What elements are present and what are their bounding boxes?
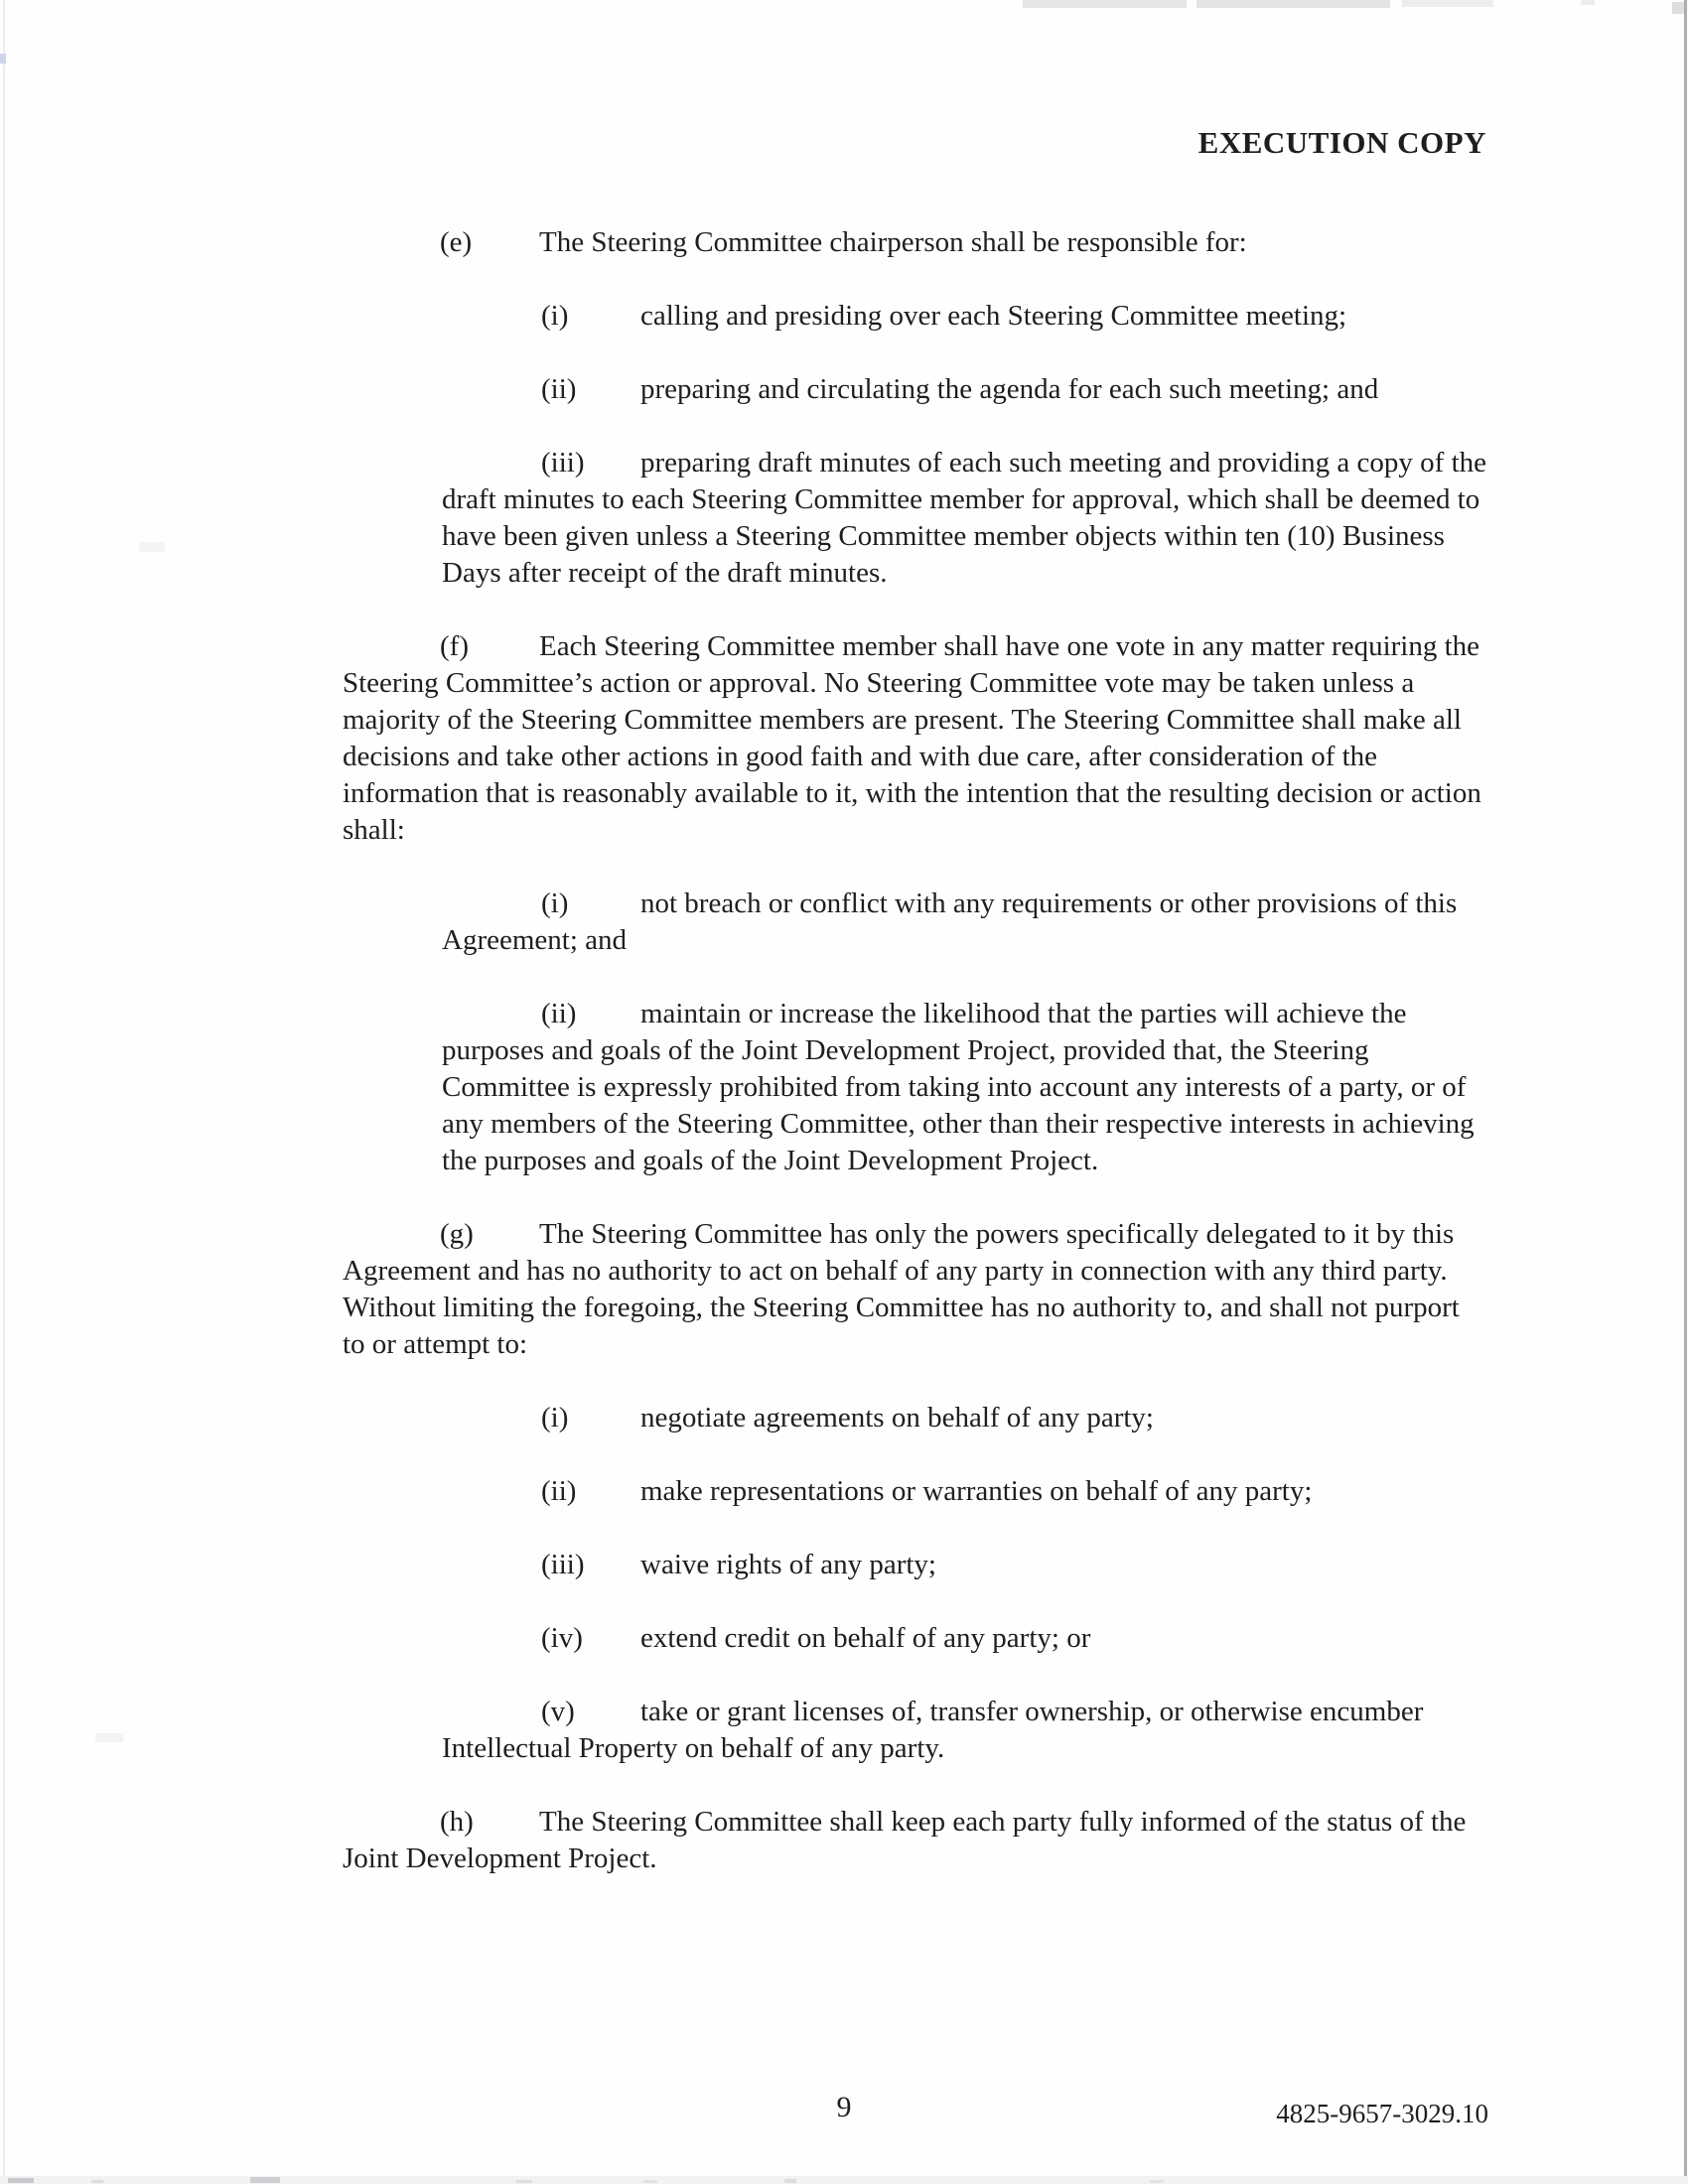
page-number: 9 bbox=[836, 2091, 852, 2123]
scan-speck bbox=[784, 2179, 796, 2183]
subitem-g-i-label: (i) bbox=[541, 1402, 569, 1433]
subitem-g-iv bbox=[442, 1620, 1486, 1657]
paragraph-f-text: Each Steering Committee member shall have one vote in any matter requiring the Steering Committee’s action or approval. No Steering Committee vote may be taken unless a majority of the Steering Committee members are present. The Steering Committee shall make all decisions and take other actions in good faith and with due care, after consideration of the information that is reasonably available to it, with the intention that the resulting decision or action shall: bbox=[343, 630, 1481, 846]
scan-smudge bbox=[95, 1733, 123, 1742]
execution-copy-header: EXECUTION COPY bbox=[1197, 125, 1486, 160]
subitem-g-iii-label: (iii) bbox=[541, 1549, 585, 1580]
subitem-g-v-label: (v) bbox=[541, 1696, 575, 1727]
paragraph-h-text: The Steering Committee shall keep each party fully informed of the status of the Joint Development Project. bbox=[343, 1806, 1467, 1874]
subitem-f-i-label: (i) bbox=[541, 887, 569, 919]
subitem-f-i-text: not breach or conflict with any requirements or other provisions of this Agreement; and bbox=[442, 887, 1458, 956]
scan-smudge bbox=[139, 542, 165, 552]
subitem-g-ii-label: (ii) bbox=[541, 1475, 577, 1507]
subitem-g-iii bbox=[442, 1547, 1486, 1583]
subitem-g-ii-text: make representations or warranties on behalf of any party; bbox=[640, 1475, 1313, 1507]
subitem-e-ii-text: preparing and circulating the agenda for each such meeting; and bbox=[640, 373, 1379, 405]
subitem-f-ii bbox=[442, 996, 1486, 1179]
subitem-e-ii bbox=[442, 371, 1486, 408]
scan-speck bbox=[8, 2178, 34, 2183]
subitem-e-iii-label: (iii) bbox=[541, 447, 585, 478]
subitem-f-i bbox=[442, 886, 1486, 959]
subitem-e-iii-text: preparing draft minutes of each such meeting and providing a copy of the draft minutes to each Steering Committee member for approval, which shall be deemed to have been given unless a Steering Committee member objects within ten (10) Business Days after receipt of the draft minutes. bbox=[442, 447, 1487, 589]
document-control-number: 4825-9657-3029.10 bbox=[1276, 2099, 1488, 2128]
subitem-g-i bbox=[442, 1400, 1486, 1436]
scan-speck bbox=[1150, 2180, 1164, 2183]
paragraph-e-text: The Steering Committee chairperson shall be responsible for: bbox=[539, 226, 1247, 258]
subitem-e-ii-label: (ii) bbox=[541, 373, 577, 405]
subitem-g-i-text: negotiate agreements on behalf of any party; bbox=[640, 1402, 1154, 1433]
subitem-g-iii-text: waive rights of any party; bbox=[640, 1549, 936, 1580]
subitem-g-v-text: take or grant licenses of, transfer ownership, or otherwise encumber Intellectual Property on behalf of any party. bbox=[442, 1696, 1424, 1764]
scan-smudge-top bbox=[1402, 0, 1493, 7]
subitem-e-i bbox=[442, 298, 1486, 335]
scan-smudge-top bbox=[1581, 0, 1595, 5]
subitem-f-ii-label: (ii) bbox=[541, 998, 577, 1029]
scan-speck bbox=[250, 2177, 280, 2183]
scan-band-bottom bbox=[0, 2176, 1688, 2184]
document-body bbox=[343, 224, 1486, 1914]
scan-smudge-top bbox=[1196, 0, 1390, 8]
paragraph-h-label: (h) bbox=[440, 1806, 474, 1838]
scan-speck bbox=[0, 54, 6, 64]
scan-speck bbox=[516, 2180, 532, 2183]
scan-smudge-top bbox=[1023, 0, 1187, 8]
scan-speck bbox=[643, 2180, 657, 2183]
scan-edge-line-right bbox=[1684, 0, 1687, 2184]
paragraph-g bbox=[343, 1216, 1486, 1363]
subitem-g-ii bbox=[442, 1473, 1486, 1510]
scan-smudge-corner bbox=[1672, 2, 1684, 14]
subitem-g-iv-label: (iv) bbox=[541, 1622, 583, 1654]
paragraph-f-label: (f) bbox=[440, 630, 469, 662]
subitem-g-iv-text: extend credit on behalf of any party; or bbox=[640, 1622, 1091, 1654]
subitem-e-i-text: calling and presiding over each Steering Committee meeting; bbox=[640, 300, 1347, 332]
subitem-e-iii bbox=[442, 445, 1486, 592]
paragraph-f bbox=[343, 628, 1486, 849]
paragraph-g-label: (g) bbox=[440, 1218, 474, 1250]
paragraph-h bbox=[343, 1804, 1486, 1877]
subitem-g-v bbox=[442, 1694, 1486, 1767]
scan-speck bbox=[91, 2180, 103, 2183]
subitem-e-i-label: (i) bbox=[541, 300, 569, 332]
scan-edge-line-left bbox=[3, 0, 5, 2184]
paragraph-g-text: The Steering Committee has only the powers specifically delegated to it by this Agreement and has no authority to act on behalf of any party in connection with any third party. Without limiting the foregoing, the Steering Committee has no authority to, and shall not purport to or attempt to: bbox=[343, 1218, 1460, 1360]
paragraph-e-label: (e) bbox=[440, 226, 473, 258]
subitem-f-ii-text: maintain or increase the likelihood that the parties will achieve the purposes and goals of the Joint Development Project, provided that, the Steering Committee is expressly prohibited from taking into account any interests of a party, or of any members of the Steering Committee, other than their respective interests in achieving the purposes and goals of the Joint Development Project. bbox=[442, 998, 1475, 1176]
paragraph-e bbox=[343, 224, 1486, 261]
